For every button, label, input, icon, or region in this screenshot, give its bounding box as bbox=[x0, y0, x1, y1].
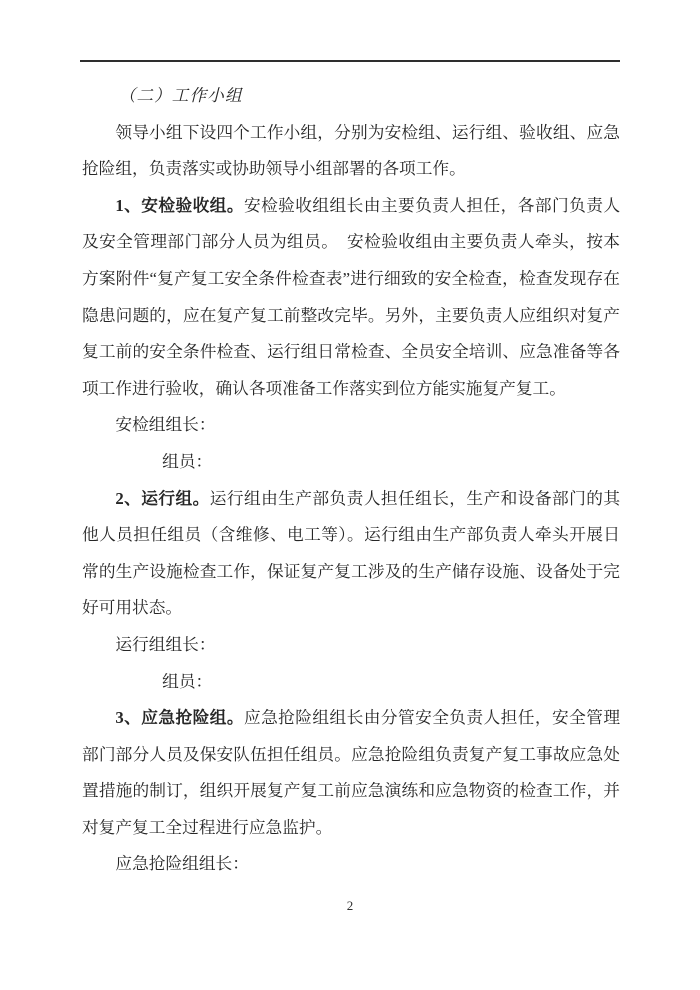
section-3-body: 应急抢险组组长由分管安全负责人担任，安全管理部门部分人员及保安队伍担任组员。应急抢险组负责复产复工事故应急处置措施的制订，组织开展复产复工前应急演练和应急物资的检查工作，并对复产复工全过程进行应急监护。 bbox=[82, 708, 621, 837]
document-body bbox=[82, 78, 620, 883]
section-3-title: 3、应急抢险组。 bbox=[115, 708, 244, 728]
section-2-leader-label: 运行组组长： bbox=[115, 634, 216, 654]
section-1-title: 1、安检验收组。 bbox=[115, 195, 244, 215]
section-1-member-label: 组员： bbox=[162, 451, 213, 471]
section-3-leader-label: 应急抢险组组长： bbox=[115, 854, 249, 874]
page-number: 2 bbox=[346, 898, 354, 913]
section-2-body: 运行组由生产部负责人担任组长，生产和设备部门的其他人员担任组员（含维修、电工等）。运行组由生产部负责人牵头开展日常的生产设施检查工作，保证复产复工涉及的生产储存设施、设备处于完好可用状态。 bbox=[82, 488, 621, 618]
section-3-paragraph bbox=[82, 700, 620, 846]
section-1-paragraph bbox=[82, 188, 620, 408]
section-1-leader-label: 安检组组长： bbox=[115, 415, 216, 435]
intro-paragraph: 领导小组下设四个工作小组，分别为安检组、运行组、验收组、应急抢险组，负责落实或协助领导小组部署的各项工作。 bbox=[82, 122, 620, 179]
section-2-title: 2、运行组。 bbox=[115, 488, 210, 508]
section-2-paragraph bbox=[82, 481, 620, 627]
section-2-member-label: 组员： bbox=[162, 671, 213, 691]
section-1-body: 安检验收组组长由主要负责人担任，各部门负责人及安全管理部门部分人员为组员。 安检验收组由主要负责人牵头，按本方案附件“复产复工安全条件检查表”进行细致的安全检查，检查发现存在隐患问题的，应在复产复工前整改完毕。另外，主要负责人应组织对复产复工前的安全条件检查、运行组日常检查、全员安全培训、应急准备等各项工作进行验收，确认各项准备工作落实到位方能实施复产复工。 bbox=[82, 195, 621, 398]
section-heading: （二）工作小组 bbox=[118, 86, 243, 105]
header-rule bbox=[80, 60, 620, 62]
